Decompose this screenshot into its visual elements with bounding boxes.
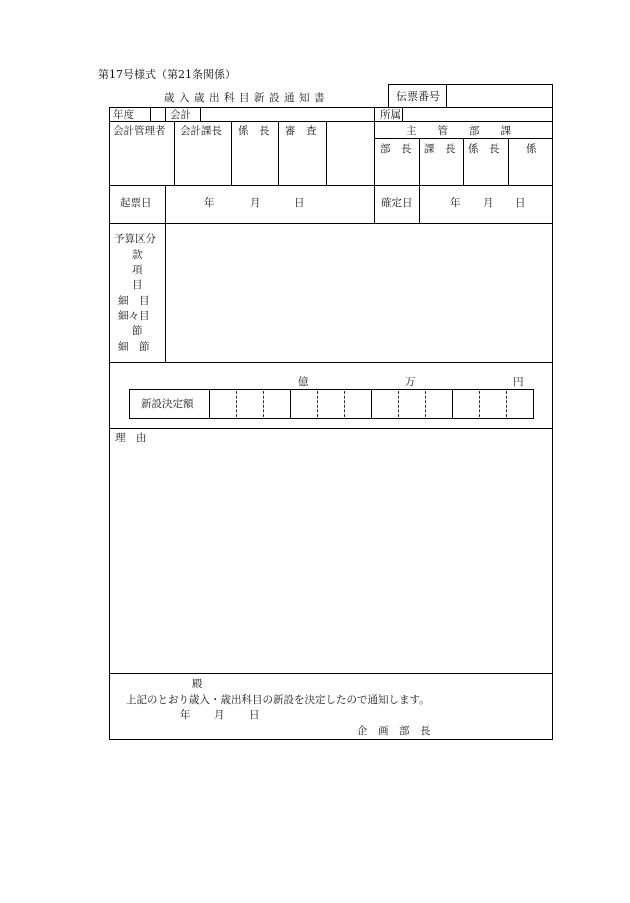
draft-date-year: 年: [204, 197, 215, 209]
fiscal-year-label: 年度: [113, 109, 134, 121]
confirm-date-month: 月: [483, 197, 494, 209]
approval-subsection-head: 係 長: [468, 143, 500, 155]
budget-subitem-label: 目: [132, 279, 143, 291]
unit-yen: 円: [513, 376, 524, 388]
unit-oku: 億: [298, 376, 309, 388]
notice-date-year: 年: [180, 709, 191, 721]
budget-item-label: 項: [132, 264, 143, 276]
notice-text: 上記のとおり歳入・歳出科目の新設を決定したので通知します。: [126, 694, 430, 706]
draft-date-day: 日: [294, 197, 305, 209]
confirm-date-year: 年: [450, 197, 461, 209]
approval-accounting-manager: 会計管理者: [113, 125, 166, 137]
budget-detail-label: 細 目: [118, 295, 150, 307]
slip-number-label: 伝票番号: [396, 90, 440, 103]
unit-man: 万: [405, 376, 416, 388]
budget-category-label: 予算区分: [114, 233, 156, 245]
amount-label: 新設決定額: [141, 398, 194, 410]
reason-label: 理 由: [115, 432, 147, 444]
approval-staff: 係: [526, 143, 537, 155]
notice-date-month: 月: [214, 709, 225, 721]
budget-subclause-label: 細 節: [118, 341, 150, 353]
addressee-suffix: 殿: [192, 678, 203, 690]
draft-date-label: 起票日: [120, 197, 152, 209]
form-number: 第17号様式（第21条関係）: [98, 68, 236, 81]
confirm-date-label: 確定日: [381, 197, 413, 209]
budget-subdetail-label: 細々目: [118, 310, 150, 322]
approval-dept-head: 部 長: [380, 143, 412, 155]
form-title: 歳入歳出科目新設通知書: [164, 92, 329, 104]
confirm-date-day: 日: [515, 197, 526, 209]
affiliation-label: 所属: [380, 109, 401, 121]
approval-section-chief: 係 長: [238, 125, 270, 137]
draft-date-month: 月: [250, 197, 261, 209]
department-group-label: 主 管 部 課: [406, 125, 511, 137]
signatory: 企 画 部 長: [357, 725, 431, 737]
budget-section-label: 款: [132, 249, 143, 261]
approval-accounting-chief: 会計課長: [180, 125, 222, 137]
account-label: 会計: [170, 109, 191, 121]
budget-clause-label: 節: [132, 325, 143, 337]
approval-section-head: 課 長: [424, 143, 456, 155]
approval-audit: 審 査: [285, 125, 317, 137]
notice-date-day: 日: [249, 709, 260, 721]
